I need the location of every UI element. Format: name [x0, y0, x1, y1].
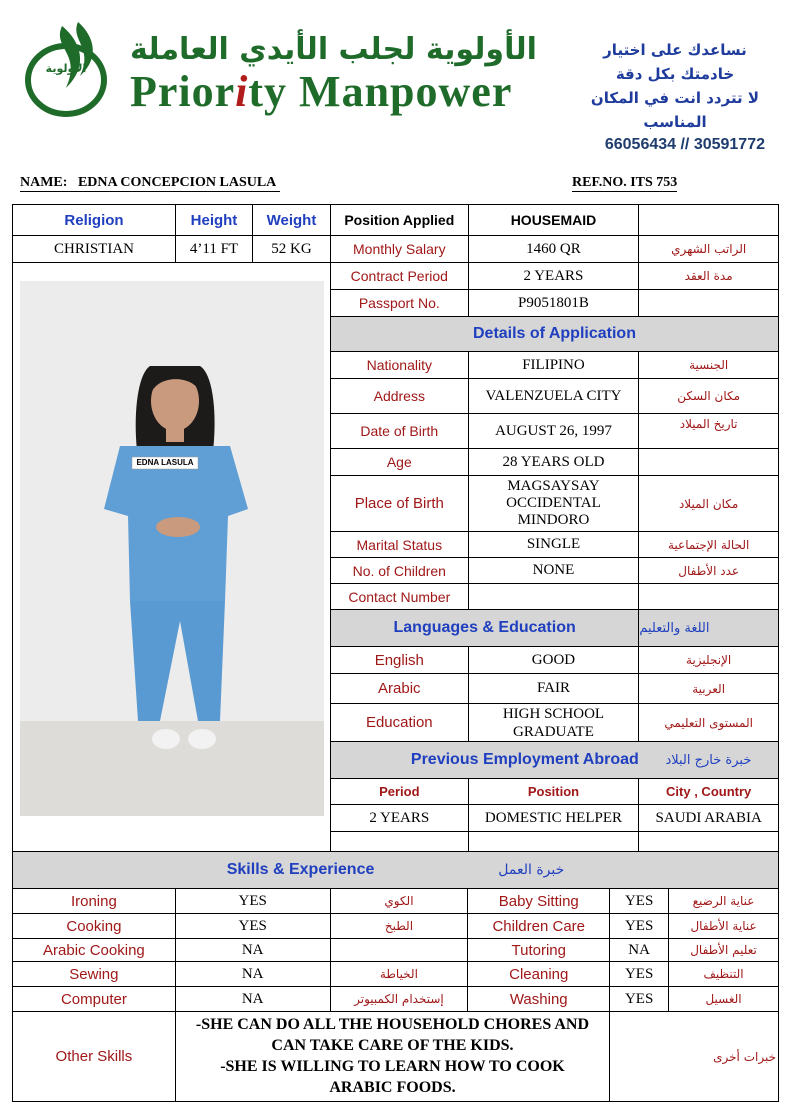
salary-value: 1460 QR	[468, 236, 639, 263]
nationality-arabic: الجنسية	[639, 352, 779, 379]
education-line-1: HIGH SCHOOL	[502, 705, 605, 722]
skill-label: Computer	[13, 987, 176, 1012]
employment-country: SAUDI ARABIA	[639, 805, 779, 832]
skill-value: NA	[175, 962, 330, 987]
skill-value: NA	[175, 987, 330, 1012]
weight-header: Weight	[252, 205, 330, 236]
tagline-line-1: نساعدك على اختيار خادمتك بكل دقة	[603, 41, 747, 83]
english-label: English	[330, 647, 468, 674]
nationality-label: Nationality	[330, 352, 468, 379]
cv-table	[12, 204, 779, 852]
letterhead	[0, 0, 791, 140]
other-skills-line-1: -SHE CAN DO ALL THE HOUSEHOLD CHORES AND	[195, 1016, 590, 1033]
employment-position: DOMESTIC HELPER	[468, 805, 639, 832]
agency-name-part1: Prior	[130, 67, 236, 116]
languages-section-title-arabic: اللغة والتعليم	[639, 610, 779, 647]
arabic-arabic: العربية	[639, 674, 779, 704]
skill-label: Children Care	[468, 914, 610, 939]
skill-arabic: الغسيل	[669, 987, 779, 1012]
name-label: NAME:	[20, 175, 68, 190]
weight-value: 52 KG	[252, 236, 330, 263]
empty-cell	[330, 832, 468, 852]
photo-cell	[13, 263, 331, 852]
skill-arabic: الطبخ	[330, 914, 468, 939]
skills-title: Skills & Experience	[226, 861, 375, 878]
contact-label: Contact Number	[330, 584, 468, 610]
agency-name-part3: ty Manpower	[248, 67, 513, 116]
logo-mark-text: الاولوية	[45, 62, 87, 75]
skill-arabic: إستخدام الكمبيوتر	[330, 987, 468, 1012]
pob-line-2: OCCIDENTAL	[506, 495, 601, 511]
reference-number	[572, 175, 677, 192]
passport-value: P9051801B	[468, 290, 639, 317]
other-skills-line-4: ARABIC FOODS.	[329, 1079, 456, 1096]
employment-period: 2 YEARS	[330, 805, 468, 832]
address-arabic: مكان السكن	[639, 379, 779, 414]
education-arabic: المستوى التعليمي	[639, 704, 779, 742]
age-value: 28 YEARS OLD	[468, 449, 639, 476]
employment-section-title-arabic: خبرة خارج البلاد	[639, 742, 779, 779]
age-arabic	[639, 449, 779, 476]
marital-value: SINGLE	[468, 532, 639, 558]
position-value: HOUSEMAID	[468, 205, 639, 236]
passport-label: Passport No.	[330, 290, 468, 317]
skill-arabic: الكوي	[330, 889, 468, 914]
skill-label: Cooking	[13, 914, 176, 939]
arabic-value: FAIR	[468, 674, 639, 704]
skill-label: Baby Sitting	[468, 889, 610, 914]
ref-label: REF.NO.	[572, 175, 627, 190]
dob-arabic: تاريخ الميلاد	[639, 414, 779, 449]
dob-value: AUGUST 26, 1997	[468, 414, 639, 449]
skill-value: YES	[175, 889, 330, 914]
skill-label: Sewing	[13, 962, 176, 987]
address-label: Address	[330, 379, 468, 414]
religion-value: CHRISTIAN	[13, 236, 176, 263]
arabic-label: Arabic	[330, 674, 468, 704]
other-skills-text	[175, 1012, 609, 1102]
tagline	[575, 38, 775, 134]
pob-label: Place of Birth	[330, 476, 468, 532]
name-badge: EDNA LASULA	[136, 458, 194, 467]
other-skills-line-2: CAN TAKE CARE OF THE KIDS.	[271, 1037, 514, 1054]
contact-value	[468, 584, 639, 610]
skill-value: NA	[175, 939, 330, 962]
pob-arabic: مكان الميلاد	[639, 476, 779, 532]
skill-value: YES	[610, 914, 669, 939]
skill-arabic	[330, 939, 468, 962]
salary-arabic: الراتب الشهري	[639, 236, 779, 263]
empty-cell	[639, 832, 779, 852]
marital-arabic: الحالة الإجتماعية	[639, 532, 779, 558]
skills-title-arabic: خبرة العمل	[498, 862, 565, 878]
dob-label: Date of Birth	[330, 414, 468, 449]
pob-value	[468, 476, 639, 532]
skill-value: NA	[610, 939, 669, 962]
details-section-title: Details of Application	[330, 317, 778, 352]
education-label: Education	[330, 704, 468, 742]
applicant-photo	[20, 281, 324, 816]
skills-section-title	[13, 852, 779, 889]
english-value: GOOD	[468, 647, 639, 674]
skill-label: Tutoring	[468, 939, 610, 962]
country-header: City , Country	[639, 779, 779, 805]
contract-label: Contract Period	[330, 263, 468, 290]
skill-arabic: التنظيف	[669, 962, 779, 987]
skill-arabic: عناية الأطفال	[669, 914, 779, 939]
phone-numbers: 66056434 // 30591772	[604, 136, 765, 153]
empty-cell	[468, 832, 639, 852]
tagline-line-2: لا تتردد انت في المكان المناسب	[590, 89, 760, 131]
skill-arabic: تعليم الأطفال	[669, 939, 779, 962]
nationality-value: FILIPINO	[468, 352, 639, 379]
skill-label: Washing	[468, 987, 610, 1012]
religion-header: Religion	[13, 205, 176, 236]
skill-row	[13, 987, 779, 1012]
marital-label: Marital Status	[330, 532, 468, 558]
employment-section-title: Previous Employment Abroad	[330, 742, 638, 779]
ref-value: ITS 753	[630, 175, 678, 190]
other-skills-label: Other Skills	[13, 1012, 176, 1102]
skill-value: YES	[610, 889, 669, 914]
skill-row	[13, 914, 779, 939]
applicant-name: EDNA CONCEPCION LASULA	[77, 175, 277, 190]
skill-row	[13, 962, 779, 987]
skill-label: Arabic Cooking	[13, 939, 176, 962]
pob-line-1: MAGSAYSAY	[507, 478, 600, 494]
education-value	[468, 704, 639, 742]
agency-name-arabic: الأولوية لجلب الأيدي العاملة	[130, 32, 537, 67]
age-label: Age	[330, 449, 468, 476]
salary-label: Monthly Salary	[330, 236, 468, 263]
skill-arabic: عناية الرضيع	[669, 889, 779, 914]
position-label: Position Applied	[330, 205, 468, 236]
pob-line-3: MINDORO	[517, 512, 590, 528]
education-line-2: GRADUATE	[513, 723, 594, 740]
passport-arabic	[639, 290, 779, 317]
other-skills-line-3: -SHE IS WILLING TO LEARN HOW TO COOK	[220, 1058, 565, 1075]
height-header: Height	[175, 205, 252, 236]
english-arabic: الإنجليزية	[639, 647, 779, 674]
skill-row	[13, 889, 779, 914]
empty-cell	[639, 205, 779, 236]
contract-arabic: مدة العقد	[639, 263, 779, 290]
applicant-name-line	[20, 175, 280, 191]
children-label: No. of Children	[330, 558, 468, 584]
contract-value: 2 YEARS	[468, 263, 639, 290]
period-header: Period	[330, 779, 468, 805]
skill-row	[13, 939, 779, 962]
other-skills-arabic: خبرات أخرى	[610, 1012, 779, 1102]
height-value: 4’11 FT	[175, 236, 252, 263]
skill-value: YES	[610, 987, 669, 1012]
applicant-photo-image	[20, 281, 324, 816]
children-arabic: عدد الأطفال	[639, 558, 779, 584]
agency-name-part2: i	[235, 67, 249, 116]
address-value: VALENZUELA CITY	[468, 379, 639, 414]
skill-label: Ironing	[13, 889, 176, 914]
skill-value: YES	[610, 962, 669, 987]
agency-name-english	[130, 66, 512, 117]
contact-arabic	[639, 584, 779, 610]
children-value: NONE	[468, 558, 639, 584]
skill-value: YES	[175, 914, 330, 939]
languages-section-title: Languages & Education	[330, 610, 638, 647]
skill-arabic: الخياطة	[330, 962, 468, 987]
position-header: Position	[468, 779, 639, 805]
skills-table	[12, 851, 779, 1102]
skill-label: Cleaning	[468, 962, 610, 987]
